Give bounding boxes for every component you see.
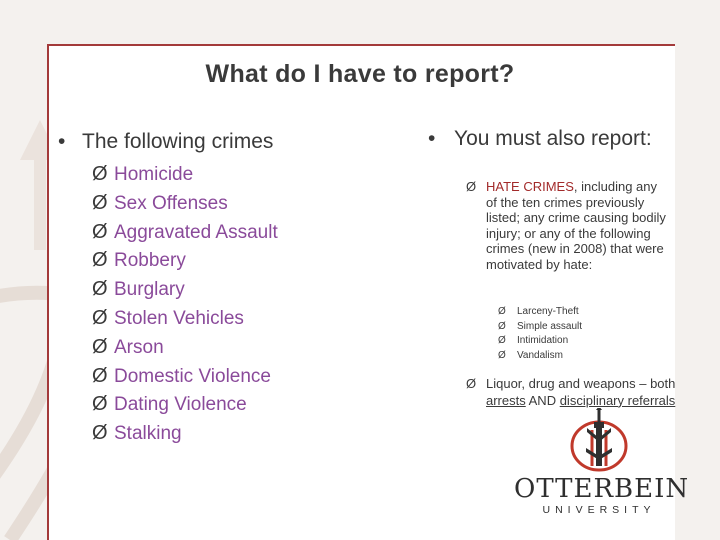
arrow-bullet-icon: Ø xyxy=(466,179,477,194)
hate-crimes-paragraph xyxy=(466,179,671,272)
arrow-bullet-icon: Ø xyxy=(92,306,108,329)
hate-crimes-text: , including any of the ten crimes previously listed; any crime causing bodily injury; or any of the following crimes (new in 2008) that were motivated by hate: xyxy=(486,179,666,272)
arrow-bullet-icon: Ø xyxy=(92,422,108,445)
crime-label: Sex Offenses xyxy=(114,192,228,214)
arrow-bullet-icon: Ø xyxy=(92,278,108,301)
hate-crime-label: Intimidation xyxy=(517,335,569,346)
arrow-bullet-icon: Ø xyxy=(92,191,108,214)
list-item xyxy=(92,390,278,419)
list-item xyxy=(498,320,582,335)
list-item xyxy=(498,334,582,349)
arrow-bullet-icon: Ø xyxy=(498,320,506,332)
list-item xyxy=(92,275,278,304)
hate-crime-label: Simple assault xyxy=(517,320,583,332)
arrow-bullet-icon: Ø xyxy=(92,393,108,416)
crime-label: Stolen Vehicles xyxy=(114,307,244,329)
hate-crimes-label: HATE CRIMES xyxy=(486,179,574,194)
bullet-icon: • xyxy=(428,127,436,150)
crime-label: Burglary xyxy=(114,279,185,301)
crime-label: Domestic Violence xyxy=(114,365,272,387)
arrow-bullet-icon: Ø xyxy=(466,376,477,391)
arrow-bullet-icon: Ø xyxy=(498,349,506,361)
list-item xyxy=(92,333,278,362)
arrow-bullet-icon: Ø xyxy=(92,335,108,358)
arrow-bullet-icon: Ø xyxy=(92,163,108,185)
left-heading-text: The following crimes xyxy=(82,130,274,153)
right-heading-text: You must also report: xyxy=(454,127,652,150)
left-heading xyxy=(58,130,273,154)
crime-label: Stalking xyxy=(114,423,182,445)
referrals-text: disciplinary referrals xyxy=(559,392,676,408)
otterbein-logo xyxy=(514,408,690,518)
arrow-bullet-icon: Ø xyxy=(498,335,506,346)
arrests-text: arrests xyxy=(486,392,526,408)
list-item xyxy=(92,189,278,218)
liquor-drug-weapons-paragraph xyxy=(466,376,676,409)
crime-label: Arson xyxy=(114,336,164,358)
arrow-bullet-icon: Ø xyxy=(92,220,108,243)
hate-crimes-list xyxy=(498,305,582,363)
cardinal-logo-icon xyxy=(514,408,684,474)
and-text: AND xyxy=(525,392,560,408)
hate-crimes-body xyxy=(486,179,671,272)
hate-crime-label: Larceny-Theft xyxy=(517,306,579,317)
hate-crime-label: Vandalism xyxy=(517,349,563,361)
arrow-bullet-icon: Ø xyxy=(92,364,108,387)
logo-name: OTTERBEIN xyxy=(514,474,690,504)
list-item xyxy=(92,304,278,333)
list-item xyxy=(92,218,278,247)
list-item xyxy=(92,419,278,448)
list-item xyxy=(498,349,582,364)
crime-label: Robbery xyxy=(114,250,186,272)
list-item xyxy=(498,305,582,320)
list-item xyxy=(92,246,278,275)
arrow-bullet-icon: Ø xyxy=(498,306,506,317)
list-item xyxy=(92,362,278,391)
liquor-body xyxy=(486,376,676,409)
crime-label: Dating Violence xyxy=(114,394,247,416)
arrow-bullet-icon: Ø xyxy=(92,249,108,272)
bullet-icon: • xyxy=(58,130,66,153)
liquor-text: Liquor, drug and weapons – both xyxy=(486,376,676,391)
logo-subtitle: UNIVERSITY xyxy=(542,504,656,516)
list-item xyxy=(92,160,278,189)
crime-label: Homicide xyxy=(114,164,194,185)
crime-list xyxy=(92,160,278,448)
right-heading xyxy=(428,127,658,150)
slide-title: What do I have to report? xyxy=(205,60,515,88)
crime-label: Aggravated Assault xyxy=(114,221,278,243)
